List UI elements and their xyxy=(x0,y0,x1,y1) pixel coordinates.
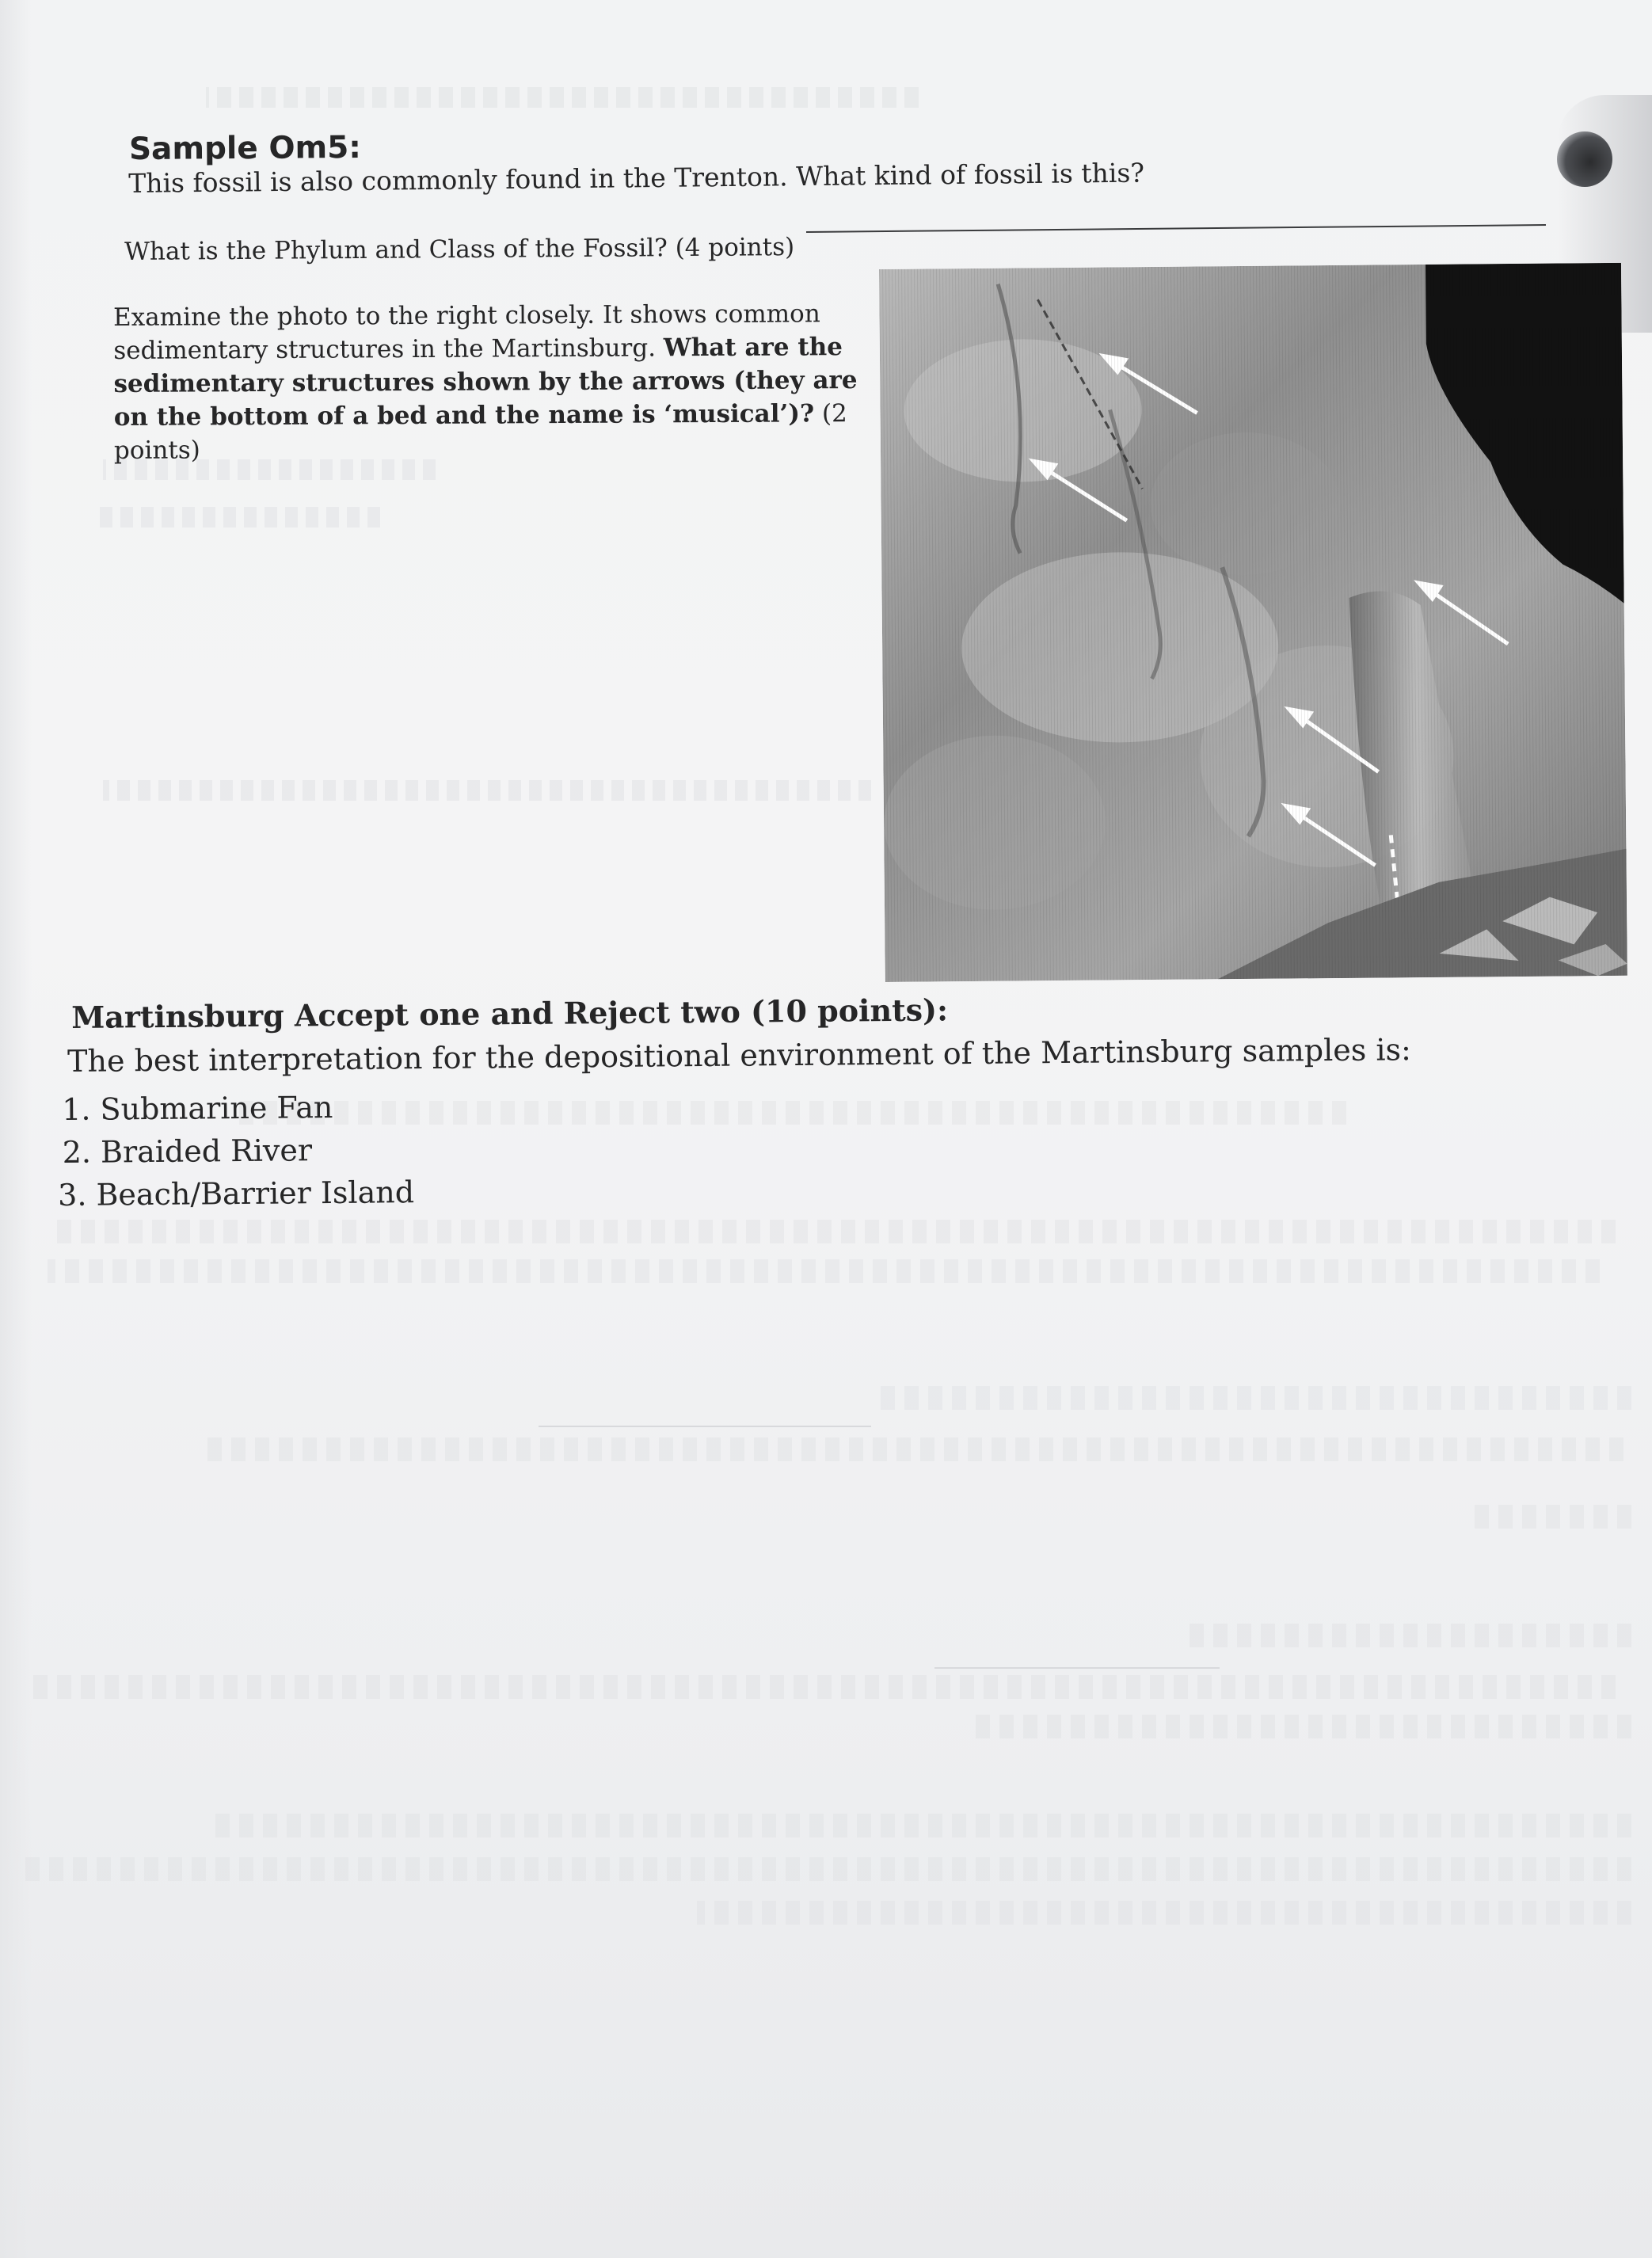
structures-question xyxy=(113,297,878,467)
martinsburg-prompt: The best interpretation for the depositional environment of the Martinsburg samples is: xyxy=(67,1032,1411,1079)
page-edge-shadow xyxy=(0,0,32,2258)
option-submarine-fan[interactable]: 1. Submarine Fan xyxy=(62,1090,333,1127)
fossil-question: This fossil is also commonly found in the Trenton. What kind of fossil is this? xyxy=(128,157,1145,199)
sample-title: Sample Om5: xyxy=(128,129,362,168)
structures-question-points: (2 points) xyxy=(113,399,847,465)
martinsburg-title: Martinsburg Accept one and Reject two (10 points): xyxy=(71,992,949,1035)
option-beach-barrier-island[interactable]: 3. Beach/Barrier Island xyxy=(57,1175,415,1213)
martinsburg-options xyxy=(57,1085,415,1217)
flute-cast-photo-icon xyxy=(879,263,1627,982)
binder-hole-icon xyxy=(1557,131,1612,187)
phylum-question: What is the Phylum and Class of the Fossil? (4 points) xyxy=(124,233,795,266)
answer-line[interactable] xyxy=(806,224,1546,233)
option-braided-river[interactable]: 2. Braided River xyxy=(62,1133,313,1170)
flute-cast-photo xyxy=(879,263,1627,982)
structures-question-intro: Examine the photo to the right closely. It shows common sedimentary structures in the Martinsburg. xyxy=(113,299,820,365)
structures-question-bold: What are the sedimentary structures shown by the arrows (they are on the bottom of a bed and the name is ‘musical’)? xyxy=(113,333,858,432)
